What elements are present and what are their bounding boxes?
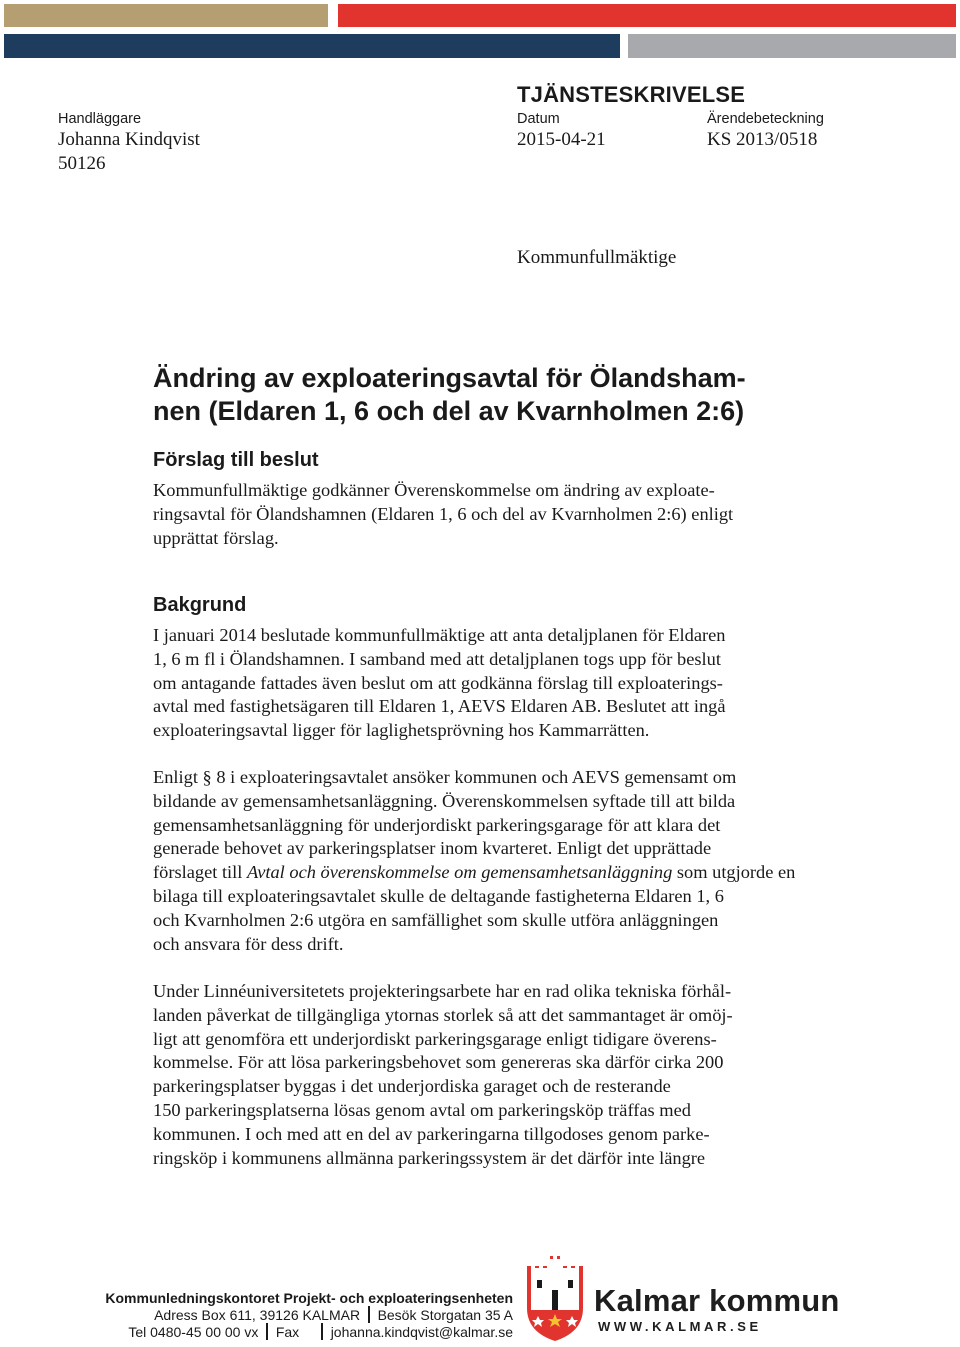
text-line: bilaga till exploateringsavtalet skulle de deltagande fastigheterna Eldaren 1, 6 [153, 885, 724, 906]
handler-name: Johanna Kindqvist [58, 129, 200, 150]
text-line: kommelse. För att lösa parkeringsbehovet som genereras ska därför cirka 200 [153, 1052, 724, 1073]
case-number: KS 2013/0518 [707, 129, 818, 150]
proposal-text [153, 479, 813, 550]
text-line [153, 861, 813, 885]
kalmar-coat-of-arms-icon [524, 1256, 586, 1342]
footer-fax: Fax [275, 1324, 300, 1340]
text-line: avtal med fastighetsägaren till Eldaren 1, AEVS Eldaren AB. Beslutet att ingå [153, 696, 726, 717]
text-line: 1, 6 m fl i Ölandshamnen. I samband med att detaljplanen togs upp för beslut [153, 648, 721, 669]
header-bar-tan [4, 4, 328, 27]
date-value: 2015-04-21 [517, 129, 606, 150]
brand-name: Kalmar kommun [594, 1283, 840, 1318]
document-title [153, 362, 833, 428]
text-segment: förslaget till [153, 862, 247, 883]
text-line: ringsavtal för Ölandshamnen (Eldaren 1, 6 och del av Kvarnholmen 2:6) enligt [153, 503, 734, 524]
title-line: Ändring av exploateringsavtal för Ölandsham- [153, 363, 746, 393]
footer-office: Kommunledningskontoret Projekt- och exploateringsenheten [105, 1290, 513, 1306]
proposal-heading: Förslag till beslut [153, 449, 319, 471]
footer-visit: Besök Storgatan 35 A [377, 1307, 513, 1323]
separator [321, 1323, 323, 1340]
document-type: TJÄNSTESKRIVELSE [517, 82, 746, 107]
text-line: och ansvara för dess drift. [153, 933, 344, 954]
text-line: parkeringsplatser byggas i det underjordiska garaget och de resterande [153, 1076, 671, 1097]
header-bar-red [338, 4, 956, 27]
footer-tel: Tel 0480-45 00 00 vx [128, 1324, 259, 1340]
text-segment: som utgjorde en [672, 862, 796, 883]
text-line: 150 parkeringsplatserna lösas genom avtal om parkeringsköp träffas med [153, 1099, 691, 1120]
text-line: exploateringsavtal ligger för laglighetsprövning hos Kammarrätten. [153, 720, 650, 741]
title-line: nen (Eldaren 1, 6 och del av Kvarnholmen 2:6) [153, 396, 745, 426]
separator [368, 1306, 370, 1323]
text-line: bildande av gemensamhetsanläggning. Överenskommelsen syftade till att bilda [153, 790, 736, 811]
footer-address: Adress Box 611, 39126 KALMAR [154, 1307, 361, 1323]
brand-url: WWW.KALMAR.SE [598, 1319, 762, 1334]
footer-address-row [154, 1306, 513, 1323]
text-line: upprättat förslag. [153, 527, 279, 548]
footer-email: johanna.kindqvist@kalmar.se [330, 1324, 513, 1340]
handler-label: Handläggare [58, 111, 142, 127]
recipient: Kommunfullmäktige [517, 247, 677, 268]
document-reference: Avtal och överenskommelse om gemensamhetsanläggning [246, 862, 673, 883]
text-line: landen påverkat de tillgängliga ytornas storlek så att det sammantaget är omöj- [153, 1004, 733, 1025]
footer-contact-row [128, 1323, 513, 1340]
separator [266, 1323, 268, 1340]
text-line: Under Linnéuniversitetets projekteringsarbete har en rad olika tekniska förhål- [153, 981, 732, 1001]
background-paragraph-3 [153, 980, 813, 1170]
header-bar-navy [4, 34, 620, 58]
text-line: ligt att genomföra ett underjordiskt parkeringsgarage enligt tidigare överens- [153, 1028, 717, 1049]
background-heading: Bakgrund [153, 594, 247, 616]
handler-phone: 50126 [58, 153, 106, 174]
text-line: om antagande fattades även beslut om att godkänna förslag till exploaterings- [153, 672, 723, 693]
text-line: gemensamhetsanläggning för underjordiskt parkeringsgarage för att klara det [153, 814, 721, 835]
text-line: I januari 2014 beslutade kommunfullmäktige att anta detaljplanen för Eldaren [153, 625, 726, 645]
header-bar-gray [628, 34, 956, 58]
text-line: generade behovet av parkeringsplatser inom kvarteret. Enligt det upprättade [153, 838, 712, 859]
text-line: Kommunfullmäktige godkänner Överenskommelse om ändring av exploate- [153, 480, 715, 500]
case-label: Ärendebeteckning [707, 111, 824, 127]
background-paragraph-2 [153, 766, 813, 956]
text-line: och Kvarnholmen 2:6 utgöra en samfällighet som skulle utföra anläggningen [153, 909, 719, 930]
text-line: kommunen. I och med att en del av parkeringarna tillgodoses genom parke- [153, 1123, 710, 1144]
text-line: Enligt § 8 i exploateringsavtalet ansöker kommunen och AEVS gemensamt om [153, 767, 737, 787]
date-label: Datum [517, 111, 560, 127]
background-paragraph-1 [153, 624, 813, 743]
text-line: ringsköp i kommunens allmänna parkeringssystem är det därför inte längre [153, 1147, 706, 1168]
